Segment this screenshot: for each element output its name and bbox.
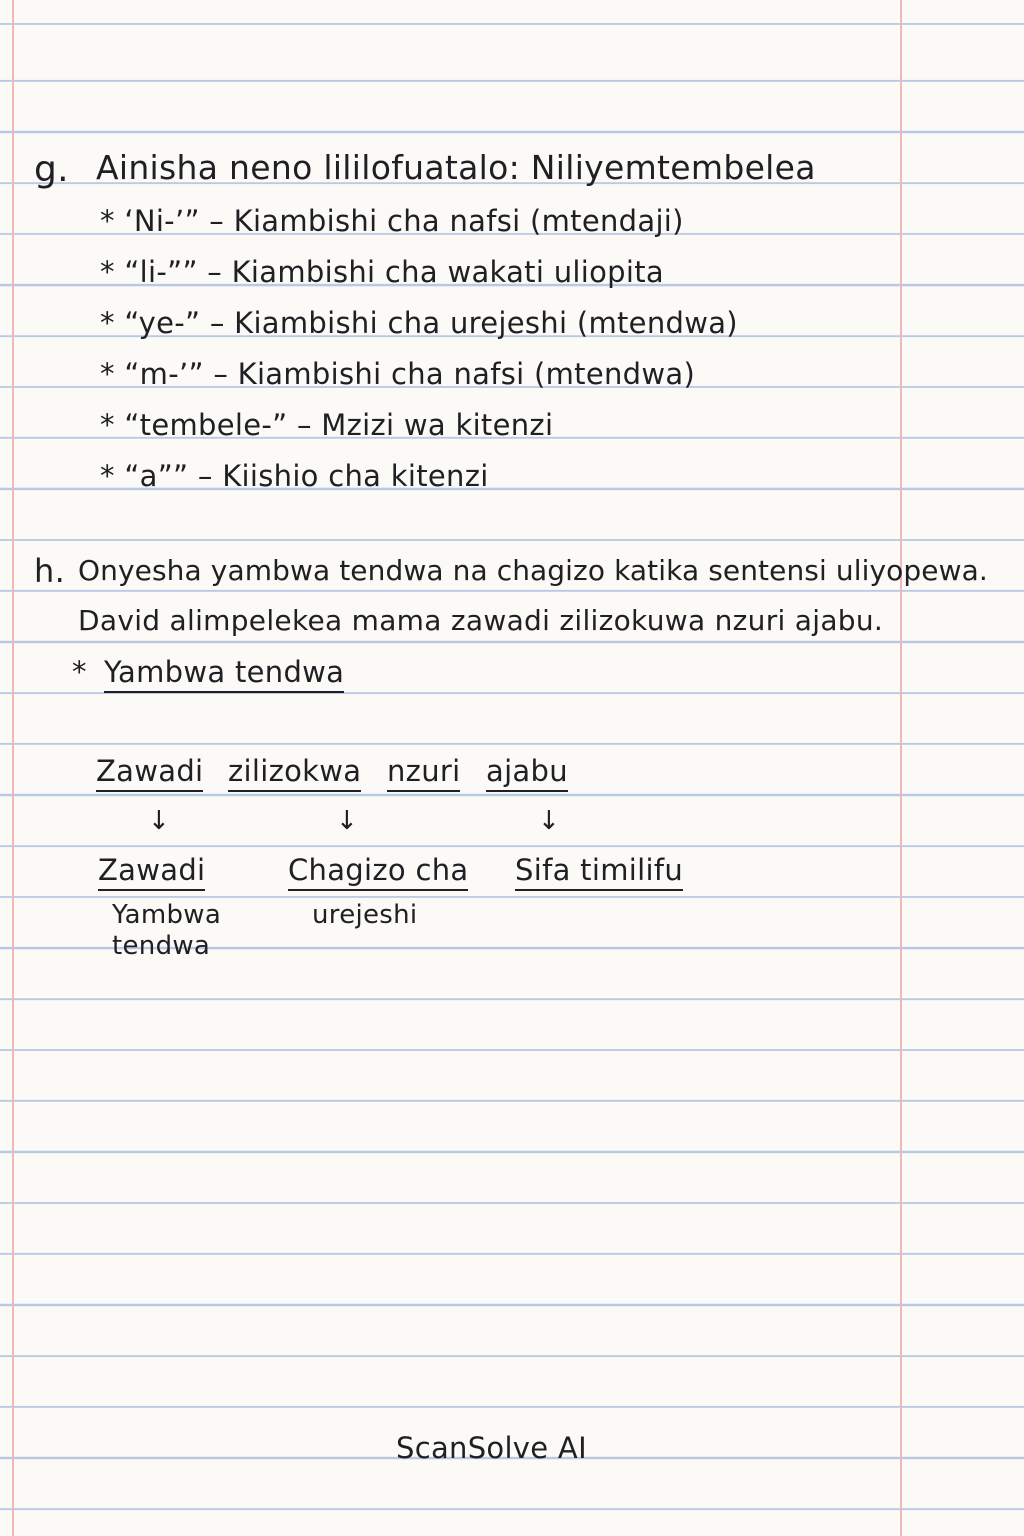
arrow-down-icon: ↓ [538, 806, 560, 836]
phrase-word-nzuri: nzuri [387, 754, 460, 792]
section-h-sentence: David alimpelekea mama zawadi zilizokuwa nzuri ajabu. [78, 604, 884, 637]
phrase-word-zilizokwa: zilizokwa [228, 754, 361, 792]
section-g-item-1: * ‘Ni-’” – Kiambishi cha nafsi (mtendaji) [100, 204, 684, 238]
section-g-label: g. [34, 149, 69, 190]
analysis-desc-1-line-2: tendwa [112, 931, 211, 961]
section-g-prompt: Ainisha neno lililofuatalo: Niliyemtembelea [96, 148, 816, 187]
analysis-desc-1-line-1: Yambwa [112, 900, 222, 930]
subheading-star: * [72, 655, 87, 689]
arrow-down-icon: ↓ [336, 806, 358, 836]
right-margin-line [900, 0, 902, 1536]
phrase-word-zawadi: Zawadi [96, 754, 203, 792]
phrase-word-ajabu: ajabu [486, 754, 568, 792]
section-g-item-3: * “ye-” – Kiambishi cha urejeshi (mtendwa) [100, 306, 738, 340]
analysis-term-1: Zawadi [98, 853, 205, 891]
analysis-term-2: Chagizo cha [288, 853, 468, 891]
section-h-prompt: Onyesha yambwa tendwa na chagizo katika sentensi uliyopewa. [78, 554, 988, 587]
left-margin-line [12, 0, 14, 1536]
section-g-item-6: * “a”” – Kiishio cha kitenzi [100, 459, 489, 493]
section-g-item-2: * “li-”” – Kiambishi cha wakati uliopita [100, 255, 664, 289]
analysis-desc-2-line-1: urejeshi [312, 900, 418, 930]
section-g-item-4: * “m-’” – Kiambishi cha nafsi (mtendwa) [100, 357, 696, 391]
arrow-down-icon: ↓ [148, 806, 170, 836]
footer-brand: ScanSolve AI [396, 1431, 587, 1465]
section-g-item-5: * “tembele-” – Mzizi wa kitenzi [100, 408, 554, 442]
section-h-label: h. [34, 552, 66, 590]
subheading-yambwa-tendwa: Yambwa tendwa [104, 655, 344, 693]
analysis-term-3: Sifa timilifu [515, 853, 683, 891]
